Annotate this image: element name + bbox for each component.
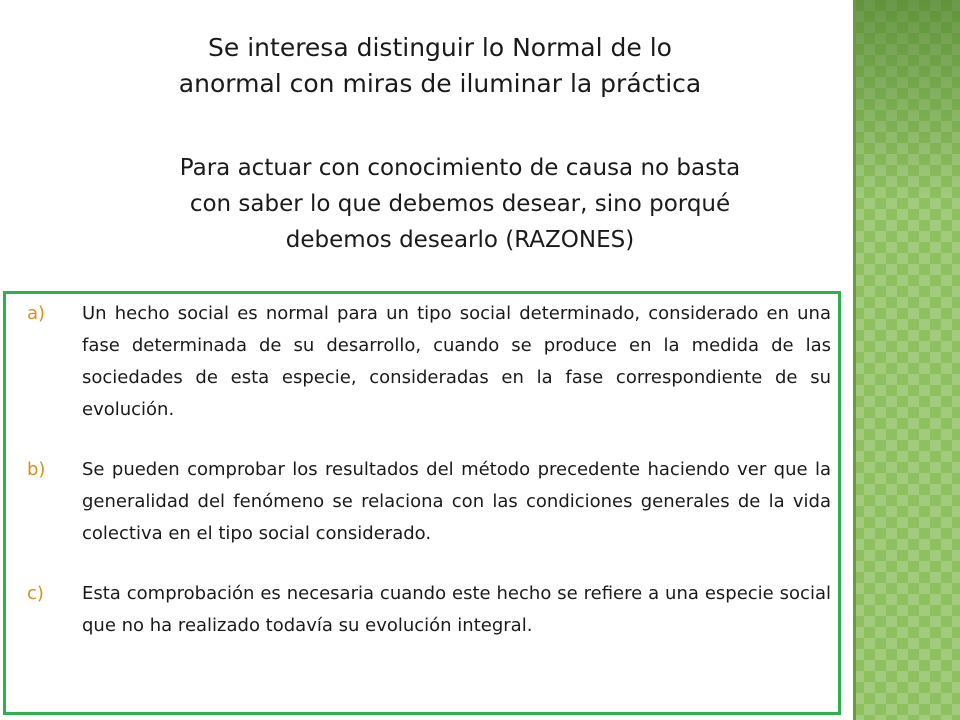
list-item: [27, 578, 831, 642]
slide-subtitle: [60, 150, 860, 258]
sidebar-edge-line: [853, 0, 856, 720]
title-line-1: Se interesa distinguir lo Normal de lo: [208, 33, 672, 62]
item-text: Un hecho social es normal para un tipo social determinado, considerado en una fase determinada de su desarrollo, cuando se produce en la medida de las sociedades de esta especie, consideradas en la fase correspondiente de su evolución.: [82, 303, 831, 420]
item-text: Se pueden comprobar los resultados del método precedente haciendo ver que la generalidad del fenómeno se relaciona con las condiciones generales de la vida colectiva en el tipo social considerado.: [82, 459, 831, 544]
slide-title: [60, 30, 820, 102]
decorative-sidebar-band: [853, 0, 960, 720]
list-item: [27, 454, 831, 550]
item-marker: c): [27, 583, 44, 604]
item-marker: b): [27, 459, 46, 480]
subtitle-line-2: con saber lo que debemos desear, sino porqué: [189, 191, 731, 217]
item-marker: a): [27, 303, 46, 324]
title-line-2: anormal con miras de iluminar la práctica: [178, 69, 702, 98]
item-list: [27, 298, 831, 670]
list-item: [27, 298, 831, 426]
subtitle-line-3: debemos desearlo (RAZONES): [285, 227, 635, 253]
item-text: Esta comprobación es necesaria cuando este hecho se refiere a una especie social que no ha realizado todavía su evolución integral.: [82, 583, 831, 636]
subtitle-line-1: Para actuar con conocimiento de causa no basta: [179, 155, 741, 181]
